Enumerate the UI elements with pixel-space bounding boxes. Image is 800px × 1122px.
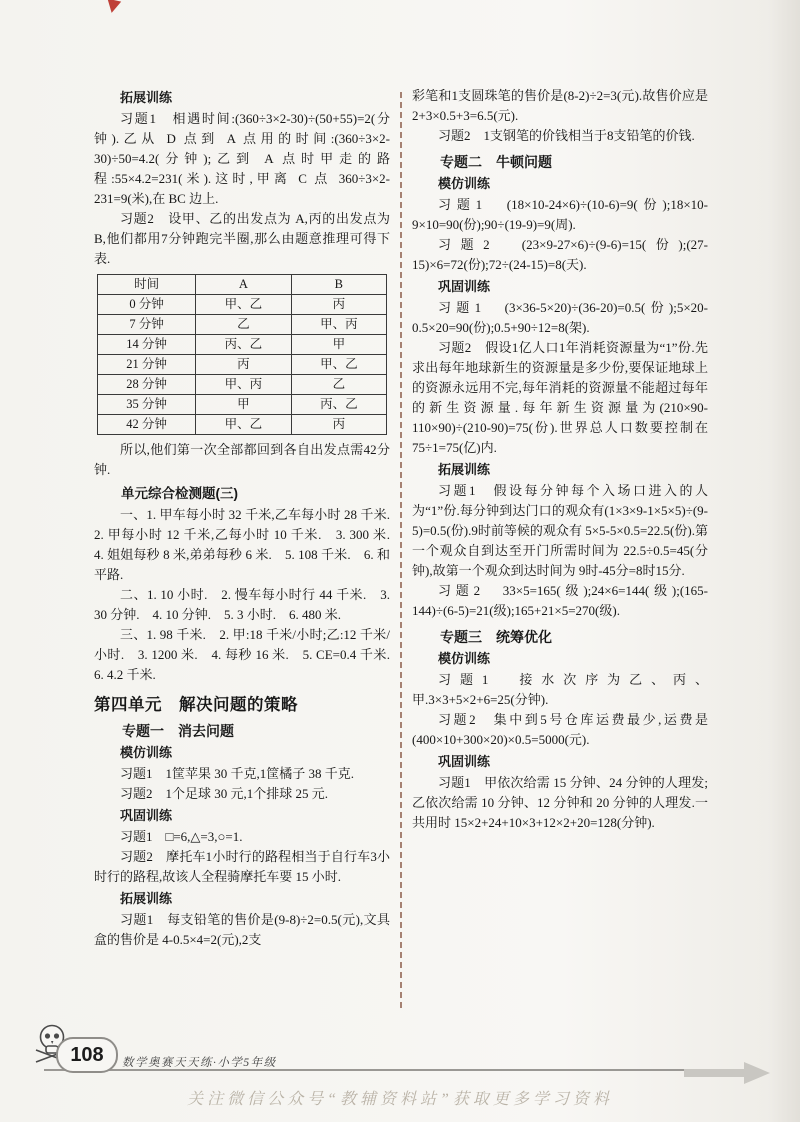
answer-paragraph: 习题1 1筐苹果 30 千克,1筐橘子 38 千克.: [120, 766, 355, 781]
answer-paragraph: 一、1. 甲车每小时 32 千米,乙车每小时 28 千米. 2. 甲每小时 12 千米,乙每小时 10 千米. 3. 300 米. 4. 姐姐每秒 8 米,弟弟每秒 6 米. 5. 108 千米. 6. 和平路.: [94, 507, 404, 582]
column-divider: [400, 92, 402, 1008]
heading-extension-training: 拓展训练: [120, 90, 173, 105]
table-cell: 42 分钟: [97, 415, 195, 435]
table-cell: 28 分钟: [97, 375, 195, 395]
heading-topic-1: 专题一 消去问题: [122, 723, 234, 739]
table-cell: 甲: [291, 335, 386, 355]
heading-imitation-training: 模仿训练: [438, 176, 491, 191]
answer-paragraph: 二、1. 10 小时. 2. 慢车每小时行 44 千米. 3. 30 分钟. 4. 10 分钟. 5. 3 小时. 6. 480 米.: [94, 587, 390, 622]
table-row: [97, 295, 386, 315]
heading-imitation-training: 模仿训练: [438, 651, 491, 666]
table-row: [97, 335, 386, 355]
table-cell: 丙: [196, 355, 291, 375]
table-cell: 乙: [291, 375, 386, 395]
wechat-watermark-note: 关注微信公众号“教辅资料站”获取更多学习资料: [187, 1091, 613, 1108]
table-cell: 甲、丙: [196, 375, 291, 395]
left-column: [94, 86, 404, 950]
answer-paragraph: 习题1 每支铅笔的售价是(9-8)÷2=0.5(元),文具盒的售价是 4-0.5×4=2(元),2支: [94, 912, 390, 947]
right-column: [412, 86, 708, 833]
schedule-table: [97, 274, 387, 435]
answer-paragraph: 习题2 集中到5号仓库运费最少,运费是(400×10+300×20)×0.5=5000(元).: [412, 712, 708, 747]
answer-paragraph: 习题2 假设1亿人口1年消耗资源量为“1”份.先求出每年地球新生的资源量是多少份,要保证地球上的资源永远用不完,每年消耗的资源量不能超过每年的新生资源量.每年新生资源量为(210×90-110×90)÷(210-90)=75(份).世界总人口数要控制在 75÷1=75(亿)内.: [412, 340, 708, 455]
answer-paragraph: 习题2 1个足球 30 元,1个排球 25 元.: [120, 786, 329, 801]
table-row: [97, 395, 386, 415]
heading-extension-training: 拓展训练: [120, 891, 173, 906]
answer-paragraph: 习题1 □=6,△=3,○=1.: [120, 829, 243, 844]
table-cell: 乙: [196, 315, 291, 335]
heading-unit-test-3: 单元综合检测题(三): [121, 486, 238, 501]
table-cell: 丙、乙: [291, 395, 386, 415]
red-corner-mark: [105, 0, 121, 14]
table-header-time: 时间: [97, 275, 195, 295]
table-cell: 35 分钟: [97, 395, 195, 415]
answer-paragraph: 习题2 1支钢笔的价钱相当于8支铅笔的价钱.: [438, 128, 695, 143]
heading-topic-2: 专题二 牛顿问题: [440, 154, 552, 170]
footer-series-title: 数学奥赛天天练·小学5年级: [122, 1057, 277, 1069]
heading-imitation-training: 模仿训练: [120, 745, 173, 760]
table-row: [97, 375, 386, 395]
answer-paragraph: 习题2 摩托车1小时行的路程相当于自行车3小时行的路程,故该人全程骑摩托车要 15 小时.: [94, 849, 390, 884]
table-header-a: A: [196, 275, 291, 295]
heading-consolidation-training: 巩固训练: [120, 808, 173, 823]
answer-paragraph: 习题2 33×5=165(级);24×6=144(级);(165-144)÷(6-5)=21(级);165+21×5=270(级).: [412, 583, 708, 618]
answer-paragraph: 习题1 甲依次给需 15 分钟、24 分钟的人理发;乙依次给需 10 分钟、12 分钟和 20 分钟的人理发.一共用时 15×2+24+10×3+12×2+20=128(分钟).: [412, 775, 708, 830]
heading-consolidation-training: 巩固训练: [438, 754, 491, 769]
table-cell: 丙: [291, 415, 386, 435]
answer-paragraph-continued: 彩笔和1支圆珠笔的售价是(8-2)÷2=3(元).故售价应是 2+3×0.5+3=6.5(元).: [412, 88, 708, 123]
heading-unit-4: 第四单元 解决问题的策略: [94, 696, 298, 714]
table-cell: 丙、乙: [196, 335, 291, 355]
page-number: 108: [56, 1037, 118, 1073]
table-cell: 7 分钟: [97, 315, 195, 335]
table-cell: 甲、乙: [196, 415, 291, 435]
answer-paragraph: 习题1 接水次序为乙、丙、甲.3×3+5×2+6=25(分钟).: [412, 672, 708, 707]
table-cell: 0 分钟: [97, 295, 195, 315]
table-row: [97, 355, 386, 375]
answer-paragraph: 习题1 (3×36-5×20)÷(36-20)=0.5(份);5×20-0.5×20=90(份);0.5+90÷12=8(架).: [412, 300, 708, 335]
table-row: [97, 315, 386, 335]
answer-paragraph: 习题2 (23×9-27×6)÷(9-6)=15(份);(27-15)×6=72(份);72÷(24-15)=8(天).: [412, 237, 708, 272]
table-row: [97, 415, 386, 435]
table-cell: 甲: [196, 395, 291, 415]
table-cell: 甲、乙: [196, 295, 291, 315]
table-header-b: B: [291, 275, 386, 295]
table-cell: 14 分钟: [97, 335, 195, 355]
table-cell: 丙: [291, 295, 386, 315]
heading-consolidation-training: 巩固训练: [438, 279, 491, 294]
table-header-row: [97, 275, 386, 295]
heading-topic-3: 专题三 统筹优化: [440, 629, 552, 645]
answer-paragraph: 所以,他们第一次全部都回到各自出发点需42分钟.: [94, 442, 390, 477]
table-cell: 甲、乙: [291, 355, 386, 375]
answer-paragraph: 习题1 (18×10-24×6)÷(10-6)=9(份);18×10-9×10=90(份);90÷(19-9)=9(周).: [412, 197, 708, 232]
table-cell: 21 分钟: [97, 355, 195, 375]
answer-paragraph: 习题1 假设每分钟每个入场口进入的人为“1”份.每分钟到达门口的观众有(1×3×9-1×5×5)÷(9-5)=0.5(份).9时前等候的观众有 5×5-5×0.5=22.5(份).第一个观众自到达至开门所需时间为 22.5÷0.5=45(分钟),故第一个观众到达时间为 9时-45分=8时15分.: [412, 483, 708, 578]
answer-paragraph: 三、1. 98 千米. 2. 甲:18 千米/小时;乙:12 千米/小时. 3. 1200 米. 4. 每秒 16 米. 5. CE=0.4 千米. 6. 4.2 千米.: [94, 627, 404, 682]
table-cell: 甲、丙: [291, 315, 386, 335]
heading-extension-training: 拓展训练: [438, 462, 491, 477]
answer-paragraph: 习题2 设甲、乙的出发点为 A,丙的出发点为 B,他们都用7分钟跑完半圈,那么由题意推理可得下表.: [94, 211, 390, 266]
answer-paragraph: 习题1 相遇时间:(360÷3×2-30)÷(50+55)=2(分钟).乙从 D 点到 A 点用的时间:(360÷3×2-30)÷50=4.2(分钟);乙到 A 点时甲走的路程:55×4.2=231(米).这时,甲离 C 点 360÷3×2-231=9(米),在 BC 边上.: [94, 111, 390, 206]
